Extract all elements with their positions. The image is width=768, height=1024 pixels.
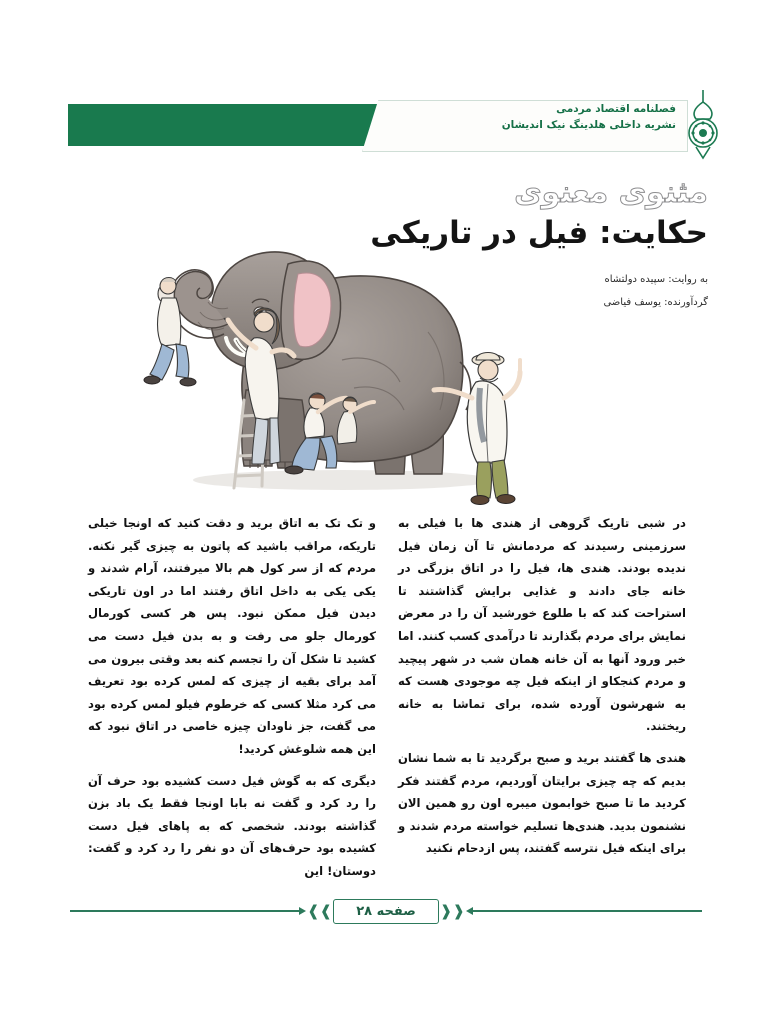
masthead-text-group: [376, 102, 676, 134]
byline-narrator: به روایت: سپیده دولتشاه: [604, 274, 708, 285]
paragraph: دیگری که به گوش فیل دست کشیده بود حرف آن را رد کرد و گفت نه بابا اونجا فقط یک باد بزن گذاشته بودند. شخصی که به پاهای فیل دست کشیده بود حرف‌های آن دو نفر را رد کرد و گفت: دوستان! این: [88, 773, 376, 878]
footer-rule-left: [70, 910, 299, 912]
article-kicker: مثنوی معنوی: [514, 175, 708, 210]
byline-compiler: گردآورنده: یوسف فیاضی: [603, 297, 708, 308]
footer-ornament-left-icon: ❱❱: [307, 901, 333, 920]
body-column-right: [398, 512, 686, 872]
page-number-badge: صفحه ۲۸: [333, 899, 439, 924]
article-body: [88, 512, 686, 878]
footer-arrow-right-icon: [299, 907, 306, 915]
masthead: [68, 96, 710, 154]
body-column-left: [88, 512, 376, 878]
footer-rule-right: [473, 910, 702, 912]
page-footer: [70, 894, 702, 928]
masthead-subtitle: نشریه داخلی هلدینگ نیک اندیشان: [501, 118, 676, 131]
page-title: حکایت: فیل در تاریکی: [370, 215, 708, 251]
paragraph: هندی ها گفتند برید و صبح برگردید تا به شما نشان بدیم که چه چیزی برایتان آوردیم، مردم گفتند فکر کردید ما تا صبح خوابمون میبره اون رو همین الان نشنمون بدید. هندی‌ها تسلیم خواسته مردم شدند و برای اینکه فیل نترسه گفتند، پس ازدحام نکنید: [398, 750, 686, 856]
elephant-illustration: [128, 212, 548, 512]
footer-arrow-left-icon: [466, 907, 473, 915]
ornamental-medallion-icon: [680, 88, 726, 162]
paragraph: در شبی تاریک گروهی از هندی ها با فیلی به سرزمینی رسیدند که مردمانش تا آن زمان فیل ندیده بودند. هندی ها، فیل را در اتاق بزرگی در خانه جای دادند و غذایی برایش گذاشتند تا استراحت کند که با طلوع خورشید آن را در معرض نمایش برای مردم بگذارند تا درآمدی کسب کنند. اما خبر ورود آنها به آن خانه همان شب در شهر پیچید و مردم کنجکاو از اینکه فیل چه موجودی هست که به شهرشون آورده شده، برای تماشا به خانه ریختند.: [398, 516, 686, 734]
masthead-title: فصلنامه اقتصاد مردمی: [556, 103, 676, 115]
paragraph: و تک تک به اتاق برید و دقت کنید که اونجا خیلی تاریکه، مراقب باشید که پاتون به چیزی گیر نکنه. مردم که از سر کول هم بالا میرفتند، آرام شدند و یکی یکی به داخل اتاق رفتند اما در اون تاریکی دیدن فیل ممکن نبود. پس هر کسی کورمال کورمال جلو می رفت و به بدن فیل دست می کشید تا شکل آن را تجسم کنه بعد وقتی بیرون می آمد برای بقیه از چیزی که لمس کرده بود تعریف می کرد مثلا کسی که خرطوم فیلو لمس کرده بود می گفت، جز ناودان چیزه خاصی در اتاق نبود که این همه شلوغش کردید!: [88, 516, 376, 756]
footer-ornament-right-icon: ❰❰: [439, 901, 465, 920]
